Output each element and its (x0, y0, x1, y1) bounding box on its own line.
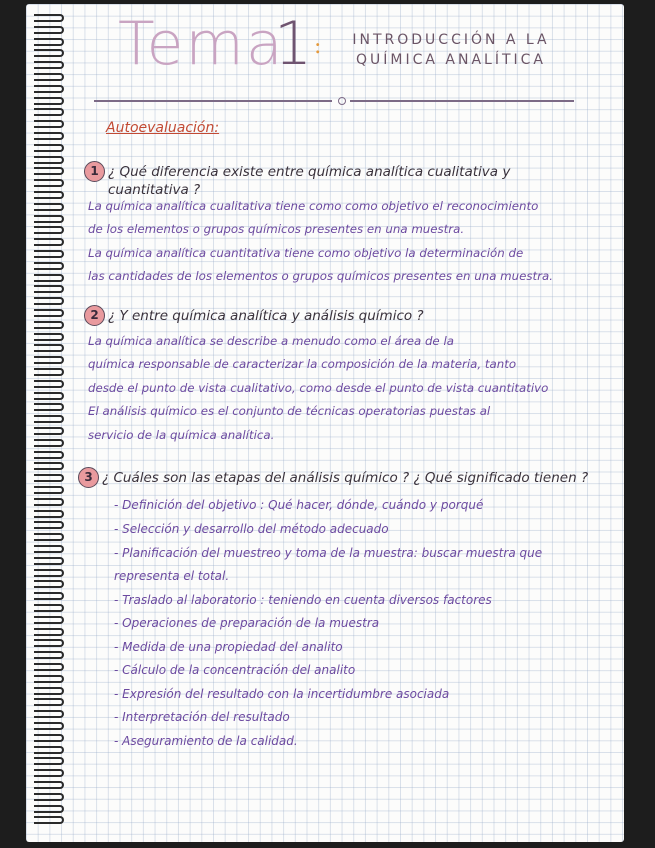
question-3-number: 3 (78, 467, 99, 488)
spiral-ring (34, 368, 64, 376)
spiral-ring (34, 14, 64, 22)
spiral-ring (34, 144, 64, 152)
stage-item: - Interpretación del resultado (114, 710, 290, 724)
spiral-ring (34, 333, 64, 341)
spiral-ring (34, 203, 64, 211)
stage-item: - Planificación del muestreo y toma de la muestra: buscar muestra que (114, 546, 543, 560)
spiral-ring (34, 451, 64, 459)
spiral-ring (34, 722, 64, 730)
spiral-ring (34, 521, 64, 529)
spiral-ring (34, 297, 64, 305)
spiral-ring (34, 616, 64, 624)
question-3-line-1: ¿ Cuáles son las etapas del análisis químico ? ¿ Qué significado tienen ? (102, 470, 589, 486)
question-2-text (108, 307, 424, 325)
stage-item: - Aseguramiento de la calidad. (114, 734, 298, 748)
subtitle (336, 30, 566, 71)
section-heading: Autoevaluación: (106, 120, 220, 136)
spiral-ring (34, 49, 64, 57)
answer-2-line: El análisis químico es el conjunto de técnicas operatorias puestas al (88, 404, 491, 419)
stage-item: - Expresión del resultado con la incertidumbre asociada (114, 687, 450, 701)
spiral-ring (34, 569, 64, 577)
spiral-ring (34, 592, 64, 600)
spiral-ring (34, 38, 64, 46)
spiral-ring (34, 639, 64, 647)
spiral-ring (34, 734, 64, 742)
question-1-number: 1 (84, 161, 105, 182)
answer-1-line: las cantidades de los elementos o grupos químicos presentes en una muestra. (88, 269, 553, 284)
spiral-ring (34, 663, 64, 671)
title-rule-right (350, 100, 574, 102)
spiral-ring (34, 415, 64, 423)
answer-2-line: servicio de la química analítica. (88, 427, 275, 442)
question-3-text (102, 469, 588, 487)
spiral-ring (34, 651, 64, 659)
spiral-ring (34, 238, 64, 246)
spiral-ring (34, 675, 64, 683)
spiral-ring (34, 380, 64, 388)
spiral-ring (34, 769, 64, 777)
spiral-ring (34, 805, 64, 813)
subtitle-line-1: INTRODUCCIÓN A LA (352, 32, 550, 48)
spiral-ring (34, 462, 64, 470)
spiral-ring (34, 356, 64, 364)
subtitle-line-2: QUÍMICA ANALÍTICA (356, 52, 546, 69)
spiral-binding (34, 14, 70, 842)
spiral-ring (34, 156, 64, 164)
spiral-ring (34, 687, 64, 695)
spiral-ring (34, 285, 64, 293)
stage-item: - Cálculo de la concentración del analito (114, 663, 356, 677)
answer-1-line: La química analítica cuantitativa tiene como objetivo la determinación de (88, 245, 524, 260)
spiral-ring (34, 85, 64, 93)
stage-item: - Definición del objetivo : Qué hacer, dónde, cuándo y porqué (114, 498, 484, 512)
answer-2-line: desde el punto de vista cualitativo, como desde el punto de vista cuantitativo (88, 380, 549, 395)
spiral-ring (34, 262, 64, 270)
spiral-ring (34, 816, 64, 824)
spiral-ring (34, 108, 64, 116)
stage-item: - Medida de una propiedad del analito (114, 640, 343, 654)
title-rule-left (94, 100, 332, 102)
answer-2 (88, 330, 548, 447)
spiral-ring (34, 274, 64, 282)
spiral-ring (34, 73, 64, 81)
spiral-ring (34, 179, 64, 187)
spiral-ring (34, 167, 64, 175)
spiral-ring (34, 26, 64, 34)
question-1-text (108, 163, 510, 199)
spiral-ring (34, 510, 64, 518)
spiral-ring (34, 557, 64, 565)
answer-2-line: La química analítica se describe a menudo como el área de la (88, 334, 454, 348)
stage-item: representa el total. (114, 569, 230, 583)
notebook-page (26, 4, 624, 842)
answer-1 (88, 195, 553, 289)
spiral-ring (34, 250, 64, 258)
spiral-ring (34, 486, 64, 494)
page-title: Tema (118, 9, 285, 79)
stage-item: - Selección y desarrollo del método adecuado (114, 522, 389, 536)
spiral-ring (34, 403, 64, 411)
spiral-ring (34, 427, 64, 435)
spiral-ring (34, 474, 64, 482)
spiral-ring (34, 120, 64, 128)
spiral-ring (34, 215, 64, 223)
answer-1-line: La química analítica cualitativa tiene como como objetivo el reconocimiento (88, 199, 539, 213)
spiral-ring (34, 392, 64, 400)
title-number: 1 (274, 9, 313, 79)
spiral-ring (34, 226, 64, 234)
spiral-ring (34, 61, 64, 69)
answer-1-line: de los elementos o grupos químicos presentes en una muestra. (88, 222, 465, 237)
spiral-ring (34, 710, 64, 718)
question-1-line-1: ¿ Qué diferencia existe entre química analítica cualitativa y (108, 164, 511, 180)
title-rule-dot (338, 97, 346, 105)
stage-item: - Traslado al laboratorio : teniendo en cuenta diversos factores (114, 593, 492, 607)
question-2-number: 2 (84, 305, 105, 326)
question-1-line-2: cuantitativa ? (108, 182, 201, 198)
spiral-ring (34, 604, 64, 612)
spiral-ring (34, 191, 64, 199)
spiral-ring (34, 132, 64, 140)
spiral-ring (34, 698, 64, 706)
spiral-ring (34, 533, 64, 541)
spiral-ring (34, 757, 64, 765)
spiral-ring (34, 344, 64, 352)
title-colon: : (314, 34, 322, 59)
spiral-ring (34, 321, 64, 329)
spiral-ring (34, 309, 64, 317)
answer-2-line: química responsable de caracterizar la composición de la materia, tanto (88, 357, 517, 372)
spiral-ring (34, 439, 64, 447)
spiral-ring (34, 545, 64, 553)
spiral-ring (34, 746, 64, 754)
question-2-line-1: ¿ Y entre química analítica y análisis químico ? (108, 308, 424, 324)
spiral-ring (34, 628, 64, 636)
spiral-ring (34, 580, 64, 588)
spiral-ring (34, 793, 64, 801)
spiral-ring (34, 498, 64, 506)
spiral-ring (34, 97, 64, 105)
stage-item: - Operaciones de preparación de la muestra (114, 616, 380, 630)
spiral-ring (34, 781, 64, 789)
